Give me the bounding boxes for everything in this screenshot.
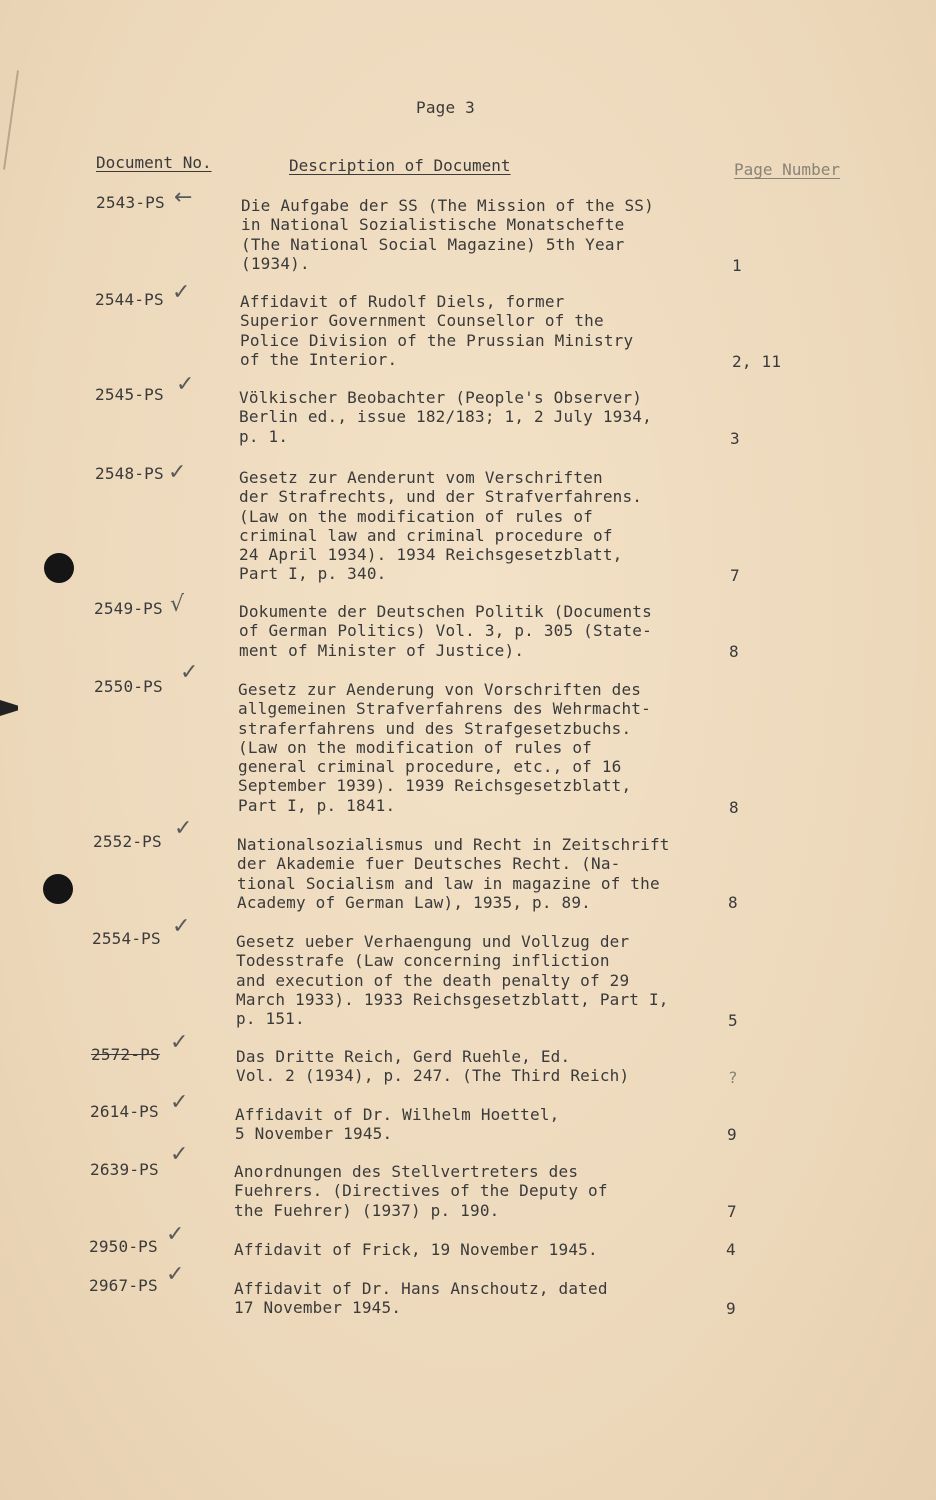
doc-description: Das Dritte Reich, Gerd Ruehle, Ed. Vol. 2 (1934), p. 247. (The Third Reich) (236, 1047, 630, 1086)
punch-hole (43, 874, 73, 904)
doc-number: 2543-PS (96, 193, 165, 212)
doc-number: 2544-PS (95, 290, 164, 309)
doc-number: 2552-PS (93, 832, 162, 851)
check-mark-icon: ✓ (170, 1030, 189, 1055)
check-mark-icon: ✓ (176, 372, 195, 397)
check-mark-icon: √ (170, 592, 185, 617)
header-document-no: Document No. (96, 153, 212, 172)
page-number: 3 (730, 429, 740, 448)
doc-number: 2950-PS (89, 1237, 158, 1256)
doc-description: Affidavit of Frick, 19 November 1945. (234, 1240, 598, 1259)
page-label: Page 3 (416, 98, 475, 117)
check-mark-icon: ✓ (166, 1262, 185, 1287)
doc-number: 2967-PS (89, 1276, 158, 1295)
doc-description: Affidavit of Rudolf Diels, former Superior Government Counsellor of the Police Division of the Prussian Ministry of the Interior. (240, 292, 634, 369)
doc-number: 2545-PS (95, 385, 164, 404)
check-mark-icon: ✓ (166, 1222, 185, 1247)
page-number: 8 (728, 893, 738, 912)
doc-description: Gesetz zur Aenderung von Vorschriften des allgemeinen Strafverfahrens des Wehrmacht- straferfahrens und des Strafgesetzbuchs. (Law on the modification of rules of general criminal procedure, etc., of 16 September 1939). 1939 Reichsgesetzblatt, Part I, p. 1841. (238, 680, 651, 815)
check-mark-icon: ✓ (180, 660, 199, 685)
page-number: 1 (732, 256, 742, 275)
page-number: 2, 11 (732, 352, 782, 371)
doc-description: Anordnungen des Stellvertreters des Fuehrers. (Directives of the Deputy of the Fuehrer) (1937) p. 190. (234, 1162, 608, 1220)
page-number: ? (728, 1068, 738, 1087)
doc-number: 2572-PS (91, 1045, 160, 1064)
page-number: 9 (727, 1125, 737, 1144)
check-mark-icon: ✓ (172, 280, 191, 305)
doc-number: 2639-PS (90, 1160, 159, 1179)
doc-number: 2549-PS (94, 599, 163, 618)
page-number: 7 (727, 1202, 737, 1221)
header-page-number: Page Number (734, 160, 840, 179)
doc-description: Gesetz ueber Verhaengung und Vollzug der Todesstrafe (Law concerning infliction and execution of the death penalty of 29 March 1933). 1933 Reichsgesetzblatt, Part I, p. 151. (236, 932, 669, 1029)
header-description: Description of Document (289, 156, 511, 175)
doc-description: Gesetz zur Aenderunt vom Verschriften der Strafrechts, und der Strafverfahrens. (Law on the modification of rules of criminal law and criminal procedure of 24 April 1934). 1934 Reichsgesetzblatt, Part I, p. 340. (239, 468, 643, 584)
check-mark-icon: ✓ (172, 914, 191, 939)
doc-number: 2554-PS (92, 929, 161, 948)
check-mark-icon: ✓ (174, 816, 193, 841)
page-number: 7 (730, 566, 740, 585)
page-number: 8 (729, 642, 739, 661)
check-mark-icon: ✓ (168, 460, 187, 485)
page-number: 8 (729, 798, 739, 817)
check-mark-icon: ✓ (170, 1090, 189, 1115)
page-number: 5 (728, 1011, 738, 1030)
doc-number: 2550-PS (94, 677, 163, 696)
check-mark-icon: ← (174, 185, 193, 210)
doc-description: Nationalsozialismus und Recht in Zeitschrift der Akademie fuer Deutsches Recht. (Na- tional Socialism and law in magazine of the Academy of German Law), 1935, p. 89. (237, 835, 670, 912)
doc-description: Affidavit of Dr. Hans Anschoutz, dated 17 November 1945. (234, 1279, 608, 1318)
doc-description: Affidavit of Dr. Wilhelm Hoettel, 5 November 1945. (235, 1105, 560, 1144)
page-number: 9 (726, 1299, 736, 1318)
doc-description: Völkischer Beobachter (People's Observer) Berlin ed., issue 182/183; 1, 2 July 1934, p. 1. (239, 388, 652, 446)
doc-description: Die Aufgabe der SS (The Mission of the SS) in National Sozialistische Monatschefte (The National Social Magazine) 5th Year (1934). (241, 196, 654, 273)
doc-description: Dokumente der Deutschen Politik (Documents of German Politics) Vol. 3, p. 305 (State- ment of Minister of Justice). (239, 602, 652, 660)
doc-number: 2614-PS (90, 1102, 159, 1121)
check-mark-icon: ✓ (170, 1142, 189, 1167)
doc-number: 2548-PS (95, 464, 164, 483)
punch-hole (44, 553, 74, 583)
page-number: 4 (726, 1240, 736, 1259)
